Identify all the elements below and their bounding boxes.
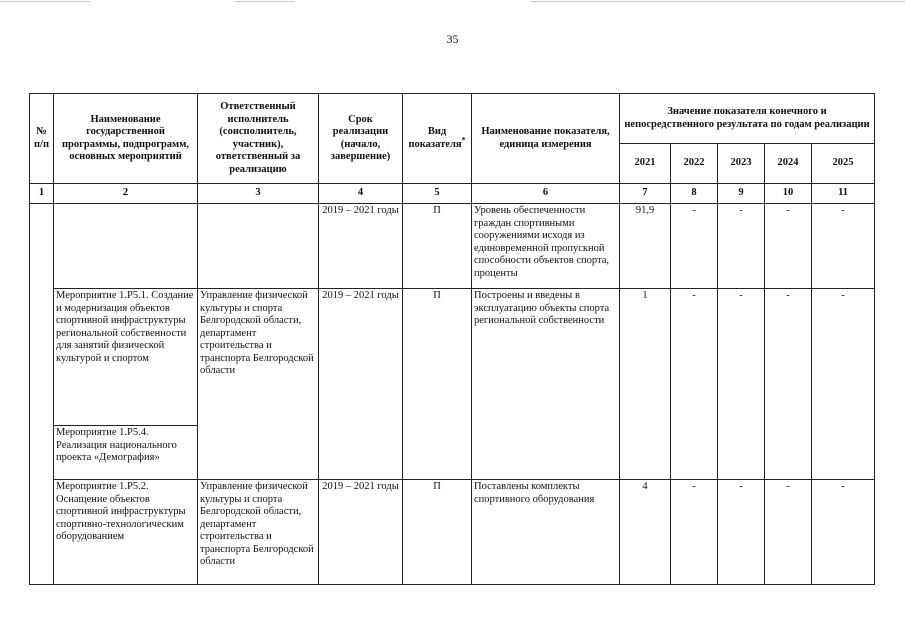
program-table xyxy=(29,93,875,585)
value-2024: - xyxy=(765,480,812,585)
year-header: 2023 xyxy=(718,144,765,184)
value-2025: - xyxy=(812,289,875,480)
top-rule-left xyxy=(0,1,90,2)
top-rule-mid xyxy=(235,1,295,2)
column-number: 10 xyxy=(765,184,812,204)
activity-name-cell: Мероприятие 1.P5.4. Реализация национального проекта «Демография» xyxy=(54,426,198,480)
column-number: 5 xyxy=(403,184,472,204)
col-header-number: № п/п xyxy=(30,94,54,184)
year-header: 2021 xyxy=(620,144,671,184)
value-2021: 91,9 xyxy=(620,204,671,289)
value-2024: - xyxy=(765,204,812,289)
activity-name-cell: Мероприятие 1.P5.2. Оснащение объектов спортивной инфраструктуры спортивно-технологическим оборудованием xyxy=(54,480,198,585)
indicator-type-cell: П xyxy=(403,204,472,289)
col-header-indicator-type-label: Вид показателя xyxy=(408,126,462,150)
column-number: 8 xyxy=(671,184,718,204)
indicator-name-cell: Поставлены комплекты спортивного оборудования xyxy=(472,480,620,585)
indicator-type-cell: П xyxy=(403,289,472,480)
col-header-term: Срок реализации (начало, завершение) xyxy=(319,94,403,184)
row-number-cell xyxy=(30,204,54,585)
column-number: 11 xyxy=(812,184,875,204)
term-cell: 2019 – 2021 годы xyxy=(319,289,403,480)
year-header: 2022 xyxy=(671,144,718,184)
page-number: 35 xyxy=(446,32,459,46)
activity-name-cell: Мероприятие 1.P5.1. Создание и модернизация объектов спортивной инфраструктуры региональной собственности для занятий физической культурой и спортом xyxy=(54,289,198,426)
indicator-type-cell: П xyxy=(403,480,472,585)
column-number: 1 xyxy=(30,184,54,204)
col-header-indicator-type xyxy=(403,94,472,184)
value-2022: - xyxy=(671,289,718,480)
column-number: 6 xyxy=(472,184,620,204)
value-2023: - xyxy=(718,204,765,289)
year-header: 2025 xyxy=(812,144,875,184)
executor-cell: Управление физической культуры и спорта Белгородской области, департамент строительства и транспорта Белгородской области xyxy=(198,289,319,480)
table-row xyxy=(30,204,875,289)
column-numbers-row xyxy=(30,184,875,204)
table-row xyxy=(30,289,875,426)
value-2025: - xyxy=(812,204,875,289)
table-row xyxy=(30,480,875,585)
column-number: 3 xyxy=(198,184,319,204)
top-rule-right xyxy=(530,1,905,2)
executor-cell xyxy=(198,204,319,289)
value-2022: - xyxy=(671,480,718,585)
value-2023: - xyxy=(718,289,765,480)
value-2021: 1 xyxy=(620,289,671,480)
col-header-executor: Ответственный исполнитель (соисполнитель, участник), ответственный за реализацию xyxy=(198,94,319,184)
value-2021: 4 xyxy=(620,480,671,585)
value-2022: - xyxy=(671,204,718,289)
value-2025: - xyxy=(812,480,875,585)
column-number: 4 xyxy=(319,184,403,204)
col-header-indicator-name: Наименование показателя, единица измерения xyxy=(472,94,620,184)
activity-name-cell xyxy=(54,204,198,289)
column-number: 2 xyxy=(54,184,198,204)
indicator-name-cell: Построены и введены в эксплуатацию объекты спорта региональной собственности xyxy=(472,289,620,480)
term-cell: 2019 – 2021 годы xyxy=(319,204,403,289)
column-number: 9 xyxy=(718,184,765,204)
term-cell: 2019 – 2021 годы xyxy=(319,480,403,585)
col-header-program-name: Наименование государственной программы, подпрограмм, основных мероприятий xyxy=(54,94,198,184)
column-number: 7 xyxy=(620,184,671,204)
col-header-values-group: Значение показателя конечного и непосредственного результата по годам реализации xyxy=(620,94,875,144)
value-2023: - xyxy=(718,480,765,585)
footnote-mark: * xyxy=(461,135,466,144)
header-row-1 xyxy=(30,94,875,144)
executor-cell: Управление физической культуры и спорта Белгородской области, департамент строительства и транспорта Белгородской области xyxy=(198,480,319,585)
value-2024: - xyxy=(765,289,812,480)
indicator-name-cell: Уровень обеспеченности граждан спортивными сооружениями исходя из единовременной пропускной способности объектов спорта, проценты xyxy=(472,204,620,289)
year-header: 2024 xyxy=(765,144,812,184)
